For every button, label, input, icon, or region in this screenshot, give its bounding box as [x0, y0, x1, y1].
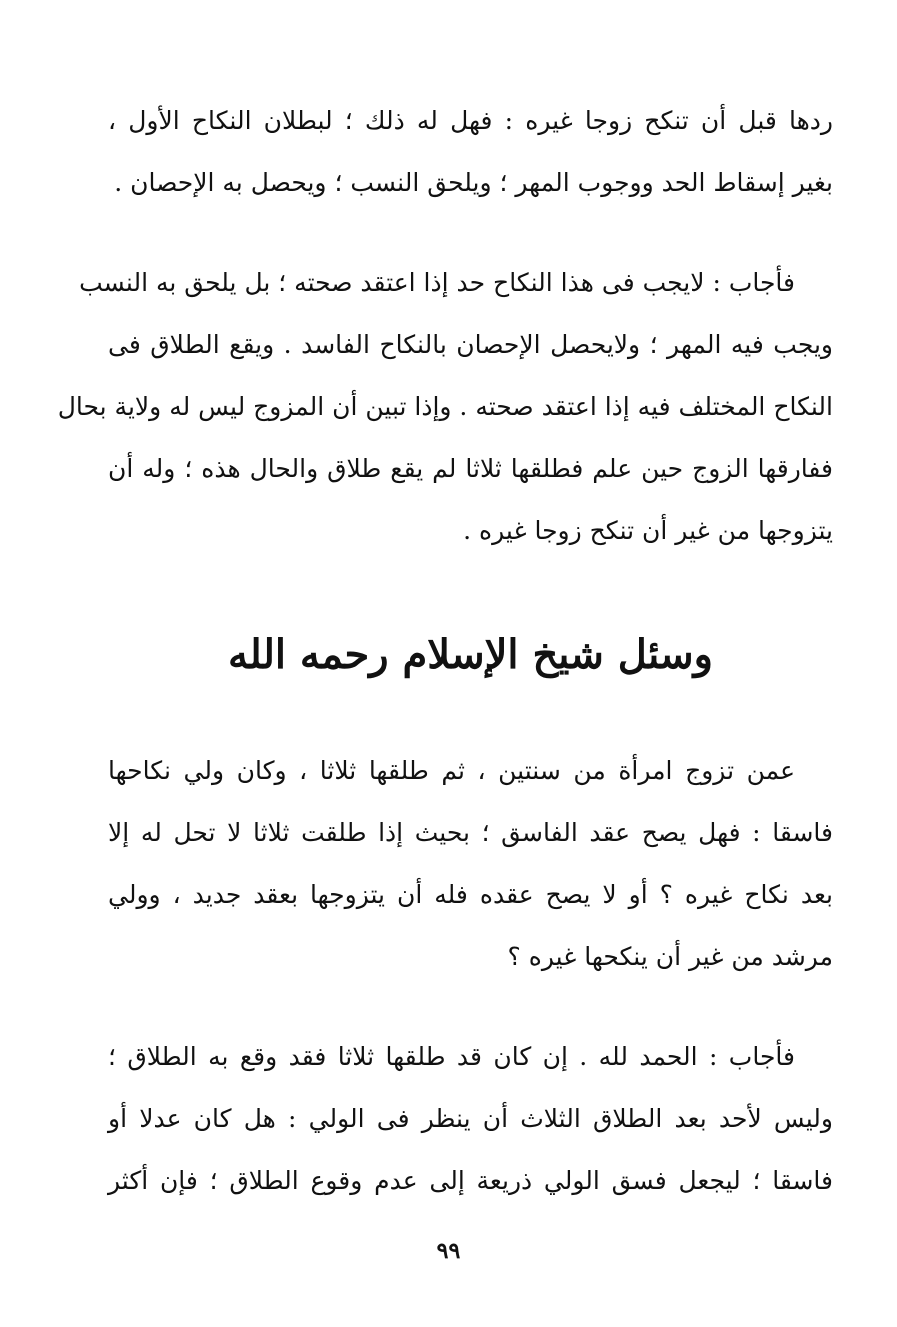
- text-line: فاسقا : فهل يصح عقد الفاسق ؛ بحيث إذا طلقت ثلاثا لا تحل له إلا: [108, 818, 834, 847]
- text-line: ففارقها الزوج حين علم فطلقها ثلاثا لم يقع طلاق والحال هذه ؛ وله أن: [108, 454, 833, 483]
- paragraph-question-continuation: [108, 90, 833, 214]
- text-line: ردها قبل أن تنكح زوجا غيره : فهل له ذلك ؛ لبطلان النكاح الأول ،: [108, 106, 833, 135]
- text-line: بعد نكاح غيره ؟ أو لا يصح عقده فله أن يتزوجها بعقد جديد ، وولي: [108, 880, 833, 909]
- text-line: مرشد من غير أن ينكحها غيره ؟: [507, 942, 833, 971]
- text-line: يتزوجها من غير أن تنكح زوجا غيره .: [463, 516, 833, 545]
- text-line: ويجب فيه المهر ؛ ولايحصل الإحصان بالنكاح الفاسد . ويقع الطلاق فى: [108, 330, 833, 359]
- paragraph-question: [108, 740, 833, 988]
- text-line: وليس لأحد بعد الطلاق الثلاث أن ينظر فى الولي : هل كان عدلا أو: [108, 1104, 833, 1133]
- text-line: بغير إسقاط الحد ووجوب المهر ؛ ويلحق النسب ؛ ويحصل به الإحصان .: [114, 168, 833, 197]
- paragraph-answer: [57, 252, 833, 562]
- text-line: فأجاب : لايجب فى هذا النكاح حد إذا اعتقد صحته ؛ بل يلحق به النسب: [79, 268, 795, 297]
- text-line: النكاح المختلف فيه إذا اعتقد صحته . وإذا تبين أن المزوج ليس له ولاية بحال: [57, 392, 833, 421]
- section-heading: وسئل شيخ الإسلام رحمه الله: [228, 631, 713, 678]
- text-line: عمن تزوج امرأة من سنتين ، ثم طلقها ثلاثا ، وكان ولي نكاحها: [108, 756, 795, 785]
- paragraph-answer: [108, 1026, 833, 1212]
- page-number: ٩٩: [436, 1238, 461, 1264]
- text-line: فاسقا ؛ ليجعل فسق الولي ذريعة إلى عدم وقوع الطلاق ؛ فإن أكثر: [108, 1166, 833, 1195]
- text-line: فأجاب : الحمد لله . إن كان قد طلقها ثلاثا فقد وقع به الطلاق ؛: [108, 1042, 795, 1071]
